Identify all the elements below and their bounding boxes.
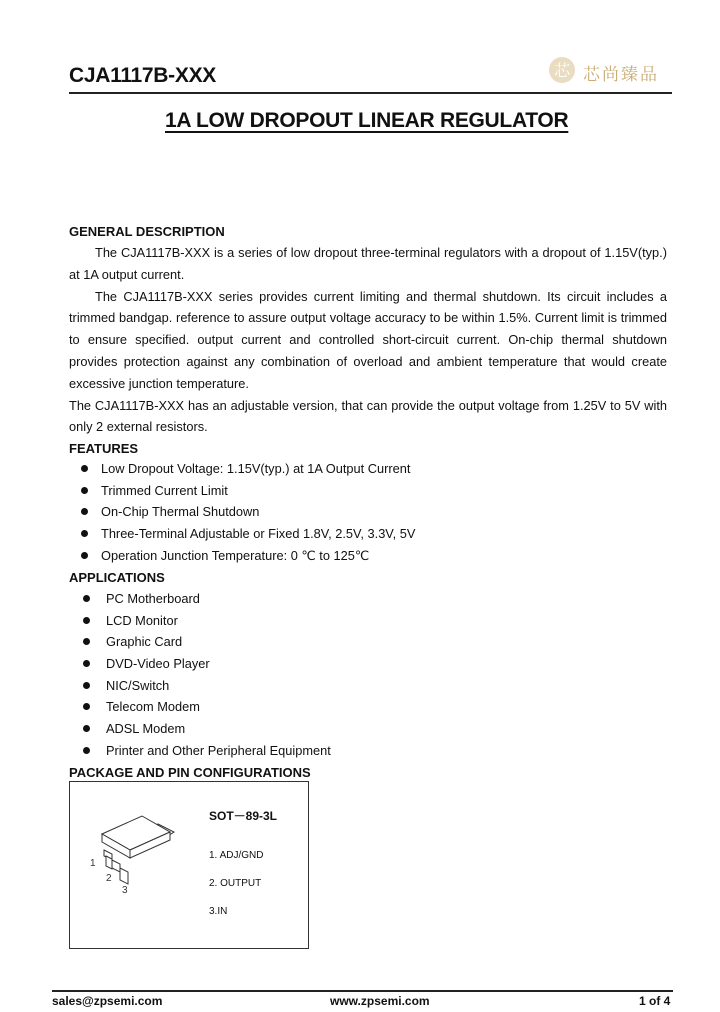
feature-text: On-Chip Thermal Shutdown (101, 504, 260, 520)
pin-number-2: 2 (106, 873, 112, 884)
application-item (69, 653, 331, 675)
description-line: provides protection against any combination of overload and ambient temperature that would create (69, 353, 667, 369)
feature-item (69, 545, 415, 567)
feature-item (69, 501, 415, 523)
application-text: Telecom Modem (106, 699, 200, 715)
description-line: trimmed bandgap. reference to assure output voltage accuracy to be within 1.5%. Current limit is trimmed (69, 310, 667, 326)
bullet-icon (81, 508, 88, 515)
application-text: DVD-Video Player (106, 656, 210, 672)
page-number: 1 of 4 (639, 994, 671, 1008)
feature-item (69, 480, 415, 502)
description-line: The CJA1117B-XXX is a series of low dropout three-terminal regulators with a dropout of 1.15V(typ.) (95, 245, 667, 260)
application-text: LCD Monitor (106, 612, 178, 628)
application-item (69, 588, 331, 610)
feature-text: Three-Terminal Adjustable or Fixed 1.8V, 2.5V, 3.3V, 5V (101, 526, 416, 542)
description-line: excessive junction temperature. (69, 375, 249, 391)
page-title: 1A LOW DROPOUT LINEAR REGULATOR (165, 109, 569, 132)
part-number: CJA1117B-XXX (69, 64, 216, 87)
bullet-icon (81, 530, 88, 537)
general-description-text (69, 242, 667, 438)
bullet-icon (83, 747, 90, 754)
general-description-heading: GENERAL DESCRIPTION (69, 224, 225, 239)
applications-heading: APPLICATIONS (69, 570, 165, 585)
sot89-package-icon (82, 804, 192, 899)
header-divider (69, 92, 672, 94)
package-name: SOT－89-3L (209, 809, 278, 823)
pin-label: 3.IN (209, 906, 228, 917)
description-line: to ensure specified. output current and controlled short-circuit current. On-chip thermal shutdown (69, 332, 667, 348)
pin-number-3: 3 (122, 885, 128, 896)
description-line: only 2 external resistors. (69, 419, 208, 435)
feature-item (69, 458, 415, 480)
bullet-icon (81, 487, 88, 494)
application-item (69, 740, 331, 762)
footer-website[interactable]: www.zpsemi.com (330, 994, 430, 1008)
feature-text: Trimmed Current Limit (101, 482, 228, 498)
bullet-icon (83, 682, 90, 689)
application-item (69, 631, 331, 653)
application-item (69, 675, 331, 697)
bullet-icon (81, 465, 88, 472)
bullet-icon (83, 617, 90, 624)
package-heading: PACKAGE AND PIN CONFIGURATIONS (69, 765, 311, 780)
description-line: The CJA1117B-XXX has an adjustable version, that can provide the output voltage from 1.25V to 5V with (69, 397, 667, 413)
description-line: at 1A output current. (69, 266, 185, 282)
feature-text: Operation Junction Temperature: 0 ℃ to 125℃ (101, 547, 370, 563)
features-list (69, 458, 415, 566)
application-text: Graphic Card (106, 634, 183, 650)
application-item (69, 696, 331, 718)
footer-divider (52, 990, 673, 992)
bullet-icon (83, 595, 90, 602)
company-logo (547, 55, 659, 85)
logo-text: 芯尚臻品 (583, 65, 659, 85)
application-text: Printer and Other Peripheral Equipment (106, 742, 331, 758)
feature-text: Low Dropout Voltage: 1.15V(typ.) at 1A Output Current (101, 461, 411, 476)
pin-label: 1. ADJ/GND (209, 850, 264, 861)
application-item (69, 610, 331, 632)
logo-mark: 芯 (553, 61, 571, 80)
package-diagram-box (69, 781, 309, 949)
application-item (69, 718, 331, 740)
logo-emblem-icon (547, 55, 581, 85)
bullet-icon (83, 660, 90, 667)
feature-item (69, 523, 415, 545)
features-heading: FEATURES (69, 441, 139, 456)
pin-number-1: 1 (90, 858, 96, 869)
bullet-icon (81, 552, 88, 559)
bullet-icon (83, 638, 90, 645)
application-text: PC Motherboard (106, 591, 200, 606)
description-line: The CJA1117B-XXX series provides current limiting and thermal shutdown. Its circuit includes a (95, 288, 667, 304)
bullet-icon (83, 703, 90, 710)
application-text: NIC/Switch (106, 677, 170, 693)
footer-email[interactable]: sales@zpsemi.com (52, 994, 163, 1008)
application-text: ADSL Modem (106, 721, 186, 737)
pin-label: 2. OUTPUT (209, 878, 262, 889)
bullet-icon (83, 725, 90, 732)
applications-list (69, 588, 331, 762)
